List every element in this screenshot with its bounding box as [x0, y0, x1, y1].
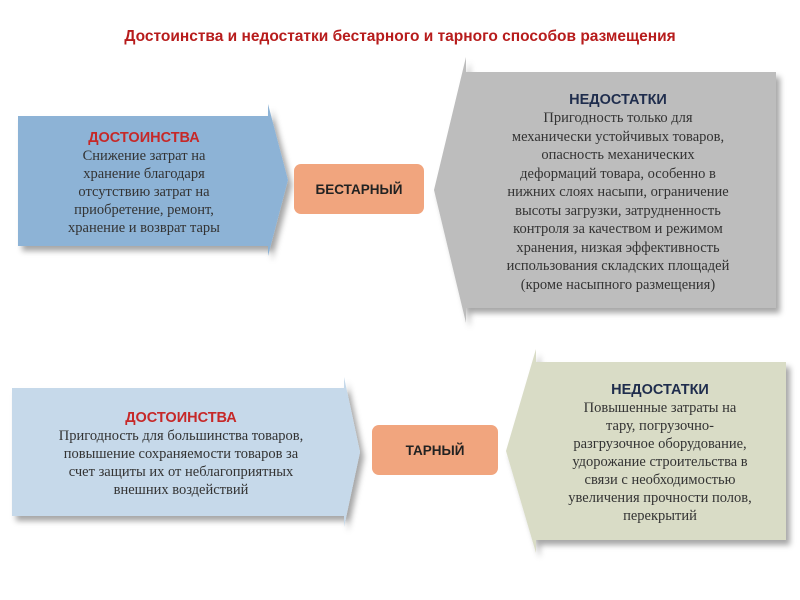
text-line: (кроме насыпного размещения) — [520, 276, 716, 293]
packaged-advantages-text — [16, 427, 346, 499]
page-title: Достоинства и недостатки бестарного и тарного способов размещения — [124, 28, 676, 45]
text-line: нижних слоях насыпи, ограничение — [507, 184, 729, 200]
text-line: связи с необходимостью — [584, 472, 736, 488]
text-line: Пригодность только для — [543, 110, 693, 126]
bulk-disadvantages-text — [466, 109, 770, 294]
bulk-advantages-heading: ДОСТОИНСТВА — [88, 130, 200, 146]
text-line: внешних воздействий — [113, 482, 249, 498]
bulk-disadvantages-heading: НЕДОСТАТКИ — [569, 92, 667, 108]
packaged-advantages-heading: ДОСТОИНСТВА — [125, 410, 237, 426]
packaged-label: ТАРНЫЙ — [405, 442, 465, 458]
text-line: хранение благодаря — [83, 166, 205, 182]
text-line: перекрытий — [623, 508, 697, 524]
text-line: деформаций товара, особенно в — [520, 165, 716, 182]
text-line: контроля за качеством и режимом — [513, 221, 723, 237]
packaged-disadvantages-text — [538, 399, 782, 525]
text-line: Снижение затрат на — [82, 148, 206, 164]
text-line: разгрузочное оборудование, — [573, 436, 747, 452]
text-line: использования складских площадей — [506, 258, 730, 274]
packaged-disadvantages-heading: НЕДОСТАТКИ — [611, 382, 709, 398]
text-line: повышение сохраняемости товаров за — [63, 446, 299, 462]
text-line: высоты загрузки, затрудненность — [515, 202, 721, 219]
packaged-disadvantages-panel — [538, 381, 782, 525]
text-line: счет защиты их от неблагоприятных — [68, 464, 294, 480]
bulk-advantages-text — [28, 147, 260, 237]
text-line: хранение и возврат тары — [68, 220, 220, 236]
text-line: механически устойчивых товаров, — [511, 128, 725, 145]
text-line: опасность механических — [541, 147, 695, 163]
bulk-label: БЕСТАРНЫЙ — [315, 181, 403, 197]
text-line: удорожание строительства в — [572, 454, 748, 470]
bulk-advantages-panel — [28, 129, 260, 237]
text-line: приобретение, ремонт, — [74, 202, 214, 218]
text-line: тару, погрузочно- — [606, 418, 714, 434]
text-line: Пригодность для большинства товаров, — [58, 428, 304, 444]
bulk-disadvantages-panel — [466, 91, 770, 294]
text-line: увеличения прочности полов, — [568, 490, 752, 506]
text-line: отсутствию затрат на — [78, 184, 210, 200]
packaged-advantages-panel — [16, 409, 346, 499]
text-line: хранения, низкая эффективность — [516, 239, 720, 256]
text-line: Повышенные затраты на — [583, 400, 737, 416]
